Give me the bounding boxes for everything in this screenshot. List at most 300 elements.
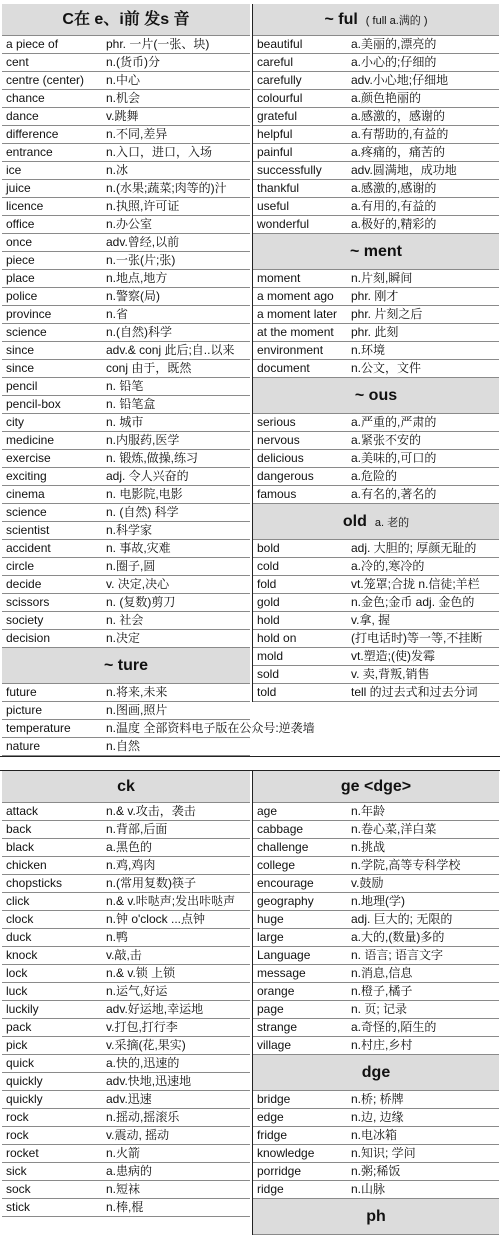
- vocab-word: exciting: [6, 469, 47, 483]
- vocab-meaning: n.中心: [106, 73, 141, 87]
- vocab-meaning: adv.迅速: [106, 1092, 152, 1106]
- vocab-meaning: n.机会: [106, 91, 141, 105]
- vocab-word: carefully: [257, 73, 302, 87]
- vocab-row: [2, 378, 250, 396]
- vocab-word: large: [257, 930, 284, 944]
- vocab-row: [253, 486, 499, 504]
- vocab-meaning: (打电话时)等一等,不挂断: [351, 631, 483, 645]
- vocab-section-2: [0, 770, 500, 1225]
- vocab-word: science: [6, 505, 47, 519]
- vocab-row: [253, 342, 499, 360]
- section-subtitle: ( full a.满的 ): [365, 15, 428, 27]
- vocab-meaning: phr. 刚才: [351, 289, 399, 303]
- vocab-row: [2, 576, 250, 594]
- vocab-meaning: n.电冰箱: [351, 1128, 398, 1142]
- vocab-word: future: [6, 685, 37, 699]
- vocab-word: sick: [6, 1164, 27, 1178]
- vocab-word: quickly: [6, 1074, 43, 1088]
- vocab-row: [2, 396, 250, 414]
- ge-header: [253, 771, 499, 803]
- vocab-word: grateful: [257, 109, 298, 123]
- vocab-word: painful: [257, 145, 293, 159]
- vocab-word: colourful: [257, 91, 303, 105]
- vocab-row: [2, 450, 250, 468]
- vocab-word: Language: [257, 948, 311, 962]
- vocab-meaning: n.& v.攻击，袭击: [106, 804, 196, 818]
- vocab-word: licence: [6, 199, 44, 213]
- vocab-word: wonderful: [257, 217, 310, 231]
- vocab-meaning: phr. 一片(一张、块): [106, 37, 210, 51]
- vocab-row: [253, 1037, 499, 1055]
- vocab-meaning: a.有帮助的,有益的: [351, 127, 449, 141]
- vocab-row: [2, 162, 250, 180]
- vocab-meaning: a.疼痛的，痛苦的: [351, 145, 446, 159]
- section-title: dge: [361, 1064, 391, 1081]
- vocab-word: huge: [257, 912, 284, 926]
- right-column: [252, 4, 499, 702]
- vocab-row: [253, 108, 499, 126]
- vocab-word: challenge: [257, 840, 309, 854]
- vocab-row: [2, 486, 250, 504]
- vocab-row: [2, 504, 250, 522]
- vocab-meaning: n.公文，文件: [351, 361, 422, 375]
- vocab-word: environment: [257, 343, 324, 357]
- vocab-meaning: a.美丽的,漂亮的: [351, 37, 437, 51]
- vocab-meaning: adv.快地,迅速地: [106, 1074, 192, 1088]
- vocab-meaning: n. 社会: [106, 613, 144, 627]
- vocab-word: centre (center): [6, 73, 85, 87]
- vocab-row: [2, 965, 250, 983]
- vocab-row: [2, 803, 250, 821]
- vocab-meaning: n.(水果;蔬菜;肉等的)汁: [106, 181, 227, 195]
- vocab-meaning: v. 卖,背叛,销售: [351, 667, 430, 681]
- vocab-meaning: a.感激的,感谢的: [351, 181, 437, 195]
- vocab-word: document: [257, 361, 310, 375]
- vocab-row: [2, 198, 250, 216]
- vocab-meaning: n. 电影院,电影: [106, 487, 183, 501]
- vocab-row: [2, 252, 250, 270]
- vocab-row: [2, 1091, 250, 1109]
- vocab-row: [2, 1127, 250, 1145]
- vocab-row: [2, 720, 315, 738]
- vocab-meaning: n.背部,后面: [106, 822, 168, 836]
- vocab-row: [2, 612, 250, 630]
- vocab-row: [253, 911, 499, 929]
- vocab-word: cold: [257, 559, 280, 573]
- vocab-meaning: n.摇动,摇滚乐: [106, 1110, 180, 1124]
- vocab-word: moment: [257, 271, 301, 285]
- section-title: ph: [366, 1208, 386, 1225]
- vocab-row: [2, 684, 250, 702]
- vocab-word: age: [257, 804, 278, 818]
- vocab-row: [2, 875, 250, 893]
- vocab-word: fridge: [257, 1128, 288, 1142]
- vocab-row: [2, 108, 250, 126]
- vocab-row: [2, 540, 250, 558]
- vocab-meaning: a.有用的,有益的: [351, 199, 437, 213]
- vocab-row: [2, 180, 250, 198]
- vocab-word: black: [6, 840, 35, 854]
- vocab-meaning: v.拿, 握: [351, 613, 391, 627]
- vocab-meaning: adj. 巨大的; 无限的: [351, 912, 453, 926]
- vocab-meaning: n.年龄: [351, 804, 386, 818]
- section-divider: [0, 756, 500, 771]
- vocab-row: [253, 1109, 499, 1127]
- vocab-meaning: n.桥; 桥牌: [351, 1092, 404, 1106]
- vocab-word: encourage: [257, 876, 314, 890]
- vocab-meaning: n.(货币)分: [106, 55, 161, 69]
- vocab-meaning: n.地理(学): [351, 894, 406, 908]
- vocab-word: pack: [6, 1020, 32, 1034]
- vocab-row: [2, 522, 250, 540]
- vocab-row: [2, 947, 250, 965]
- vocab-meaning: a.大的,(数量)多的: [351, 930, 445, 944]
- vocab-word: quickly: [6, 1092, 43, 1106]
- vocab-meaning: n.办公室: [106, 217, 153, 231]
- section-title: C在 e、i前 发s 音: [62, 11, 190, 28]
- vocab-row: [2, 126, 250, 144]
- vocab-row: [253, 1091, 499, 1109]
- vocab-row: [2, 1055, 250, 1073]
- vocab-word: medicine: [6, 433, 55, 447]
- vocab-word: rock: [6, 1110, 29, 1124]
- vocab-row: [253, 1127, 499, 1145]
- vocab-word: decision: [6, 631, 51, 645]
- vocab-row: [253, 216, 499, 234]
- vocab-row: [2, 738, 250, 756]
- ful-header: [253, 4, 499, 36]
- vocab-meaning: a.美味的,可口的: [351, 451, 437, 465]
- vocab-meaning: tell 的过去式和过去分词: [351, 685, 478, 699]
- vocab-row: [2, 306, 250, 324]
- vocab-row: [2, 144, 250, 162]
- vocab-word: city: [6, 415, 24, 429]
- vocab-meaning: a.有名的,著名的: [351, 487, 437, 501]
- vocab-row: [253, 594, 499, 612]
- vocab-meaning: n.科学家: [106, 523, 153, 537]
- vocab-row: [253, 803, 499, 821]
- ture-header: [2, 648, 250, 684]
- vocab-row: [253, 612, 499, 630]
- vocab-meaning: adv.小心地;仔细地: [351, 73, 449, 87]
- vocab-row: [253, 558, 499, 576]
- vocab-word: rock: [6, 1128, 29, 1142]
- vocab-meaning: n.自然: [106, 739, 141, 753]
- vocab-word: society: [6, 613, 44, 627]
- vocab-meaning: n.图画,照片: [106, 703, 168, 717]
- vocab-word: click: [6, 894, 30, 908]
- vocab-meaning: adj. 令人兴奋的: [106, 469, 189, 483]
- vocab-row: [2, 702, 250, 720]
- vocab-word: lock: [6, 966, 28, 980]
- vocab-row: [2, 432, 250, 450]
- vocab-word: famous: [257, 487, 297, 501]
- vocab-row: [253, 821, 499, 839]
- vocab-word: once: [6, 235, 33, 249]
- vocab-meaning: n.温度 全部资料电子版在公众号:逆袭墙: [106, 721, 315, 735]
- vocab-row: [2, 911, 250, 929]
- vocab-row: [2, 324, 250, 342]
- vocab-row: [253, 983, 499, 1001]
- vocab-row: [253, 270, 499, 288]
- vocab-meaning: n.警察(局): [106, 289, 161, 303]
- vocab-meaning: n.村庄,乡村: [351, 1038, 413, 1052]
- vocab-word: thankful: [257, 181, 300, 195]
- vocab-meaning: n. (自然) 科学: [106, 505, 179, 519]
- vocab-meaning: n.执照,许可证: [106, 199, 180, 213]
- c-soft-s-header: [2, 4, 250, 36]
- vocab-word: cent: [6, 55, 29, 69]
- vocab-row: [2, 1109, 250, 1127]
- vocab-row: [253, 306, 499, 324]
- vocab-meaning: n.金色;金币 adj. 金色的: [351, 595, 475, 609]
- vocab-word: hold: [257, 613, 280, 627]
- vocab-row: [253, 1019, 499, 1037]
- vocab-meaning: adv.曾经,以前: [106, 235, 180, 249]
- vocab-word: scientist: [6, 523, 50, 537]
- vocab-row: [253, 630, 499, 648]
- ck-header: [2, 771, 250, 803]
- vocab-meaning: n. (复数)剪刀: [106, 595, 176, 609]
- vocab-word: ice: [6, 163, 22, 177]
- vocab-row: [253, 198, 499, 216]
- vocab-word: geography: [257, 894, 314, 908]
- vocab-meaning: v.敲,击: [106, 948, 142, 962]
- vocab-meaning: n.消息,信息: [351, 966, 413, 980]
- vocab-word: beautiful: [257, 37, 303, 51]
- vocab-meaning: n.一张(片;张): [106, 253, 176, 267]
- vocab-meaning: adv.好运地,幸运地: [106, 1002, 204, 1016]
- vocab-row: [2, 839, 250, 857]
- vocab-word: luck: [6, 984, 28, 998]
- vocab-word: sold: [257, 667, 280, 681]
- vocab-meaning: n. 锻炼,做操,练习: [106, 451, 199, 465]
- vocab-row: [2, 90, 250, 108]
- vocab-meaning: a.危险的: [351, 469, 398, 483]
- vocab-meaning: n.知识; 学问: [351, 1146, 416, 1160]
- vocab-row: [253, 1163, 499, 1181]
- vocab-meaning: n.棒,棍: [106, 1200, 144, 1214]
- vocab-word: strange: [257, 1020, 298, 1034]
- vocab-row: [253, 1001, 499, 1019]
- vocab-meaning: n.卷心菜,洋白菜: [351, 822, 437, 836]
- vocab-row: [253, 54, 499, 72]
- vocab-row: [2, 1073, 250, 1091]
- vocab-word: place: [6, 271, 35, 285]
- vocab-row: [253, 414, 499, 432]
- vocab-word: a piece of: [6, 37, 59, 51]
- section-title: ~ ment: [349, 243, 402, 260]
- vocab-word: page: [257, 1002, 284, 1016]
- section-title: ge <dge>: [340, 778, 412, 795]
- vocab-meaning: n.钟 o'clock ...点钟: [106, 912, 205, 926]
- vocab-word: since: [6, 343, 35, 357]
- vocab-row: [2, 630, 250, 648]
- vocab-word: piece: [6, 253, 35, 267]
- vocab-meaning: n.决定: [106, 631, 141, 645]
- vocab-meaning: adv.& conj 此后;自..以来: [106, 343, 235, 357]
- vocab-meaning: n.冰: [106, 163, 129, 177]
- vocab-row: [2, 1037, 250, 1055]
- vocab-row: [2, 821, 250, 839]
- vocab-word: useful: [257, 199, 290, 213]
- vocab-row: [2, 72, 250, 90]
- vocab-row: [253, 893, 499, 911]
- vocab-meaning: vt.笼罩;合拢 n.信徒;羊栏: [351, 577, 480, 591]
- vocab-meaning: n.学院,高等专科学校: [351, 858, 461, 872]
- ous-header: [253, 378, 499, 414]
- vocab-word: a moment ago: [257, 289, 334, 303]
- vocab-word: at the moment: [257, 325, 334, 339]
- section-title: ~ ful: [324, 11, 358, 28]
- left-column: [2, 771, 250, 1217]
- vocab-word: hold on: [257, 631, 297, 645]
- vocab-word: mold: [257, 649, 284, 663]
- vocab-row: [253, 126, 499, 144]
- vocab-meaning: n.将来,未来: [106, 685, 168, 699]
- vocab-meaning: a.小心的;仔细的: [351, 55, 437, 69]
- vocab-meaning: a.严重的,严肃的: [351, 415, 437, 429]
- vocab-row: [253, 144, 499, 162]
- vocab-row: [253, 468, 499, 486]
- vocab-row: [253, 360, 499, 378]
- vocab-meaning: a.颜色艳丽的: [351, 91, 422, 105]
- vocab-meaning: n.内服药,医学: [106, 433, 180, 447]
- vocab-meaning: n. 铅笔盒: [106, 397, 156, 411]
- vocab-word: cinema: [6, 487, 45, 501]
- vocab-word: clock: [6, 912, 34, 926]
- vocab-row: [253, 875, 499, 893]
- vocab-meaning: n.粥;稀饭: [351, 1164, 401, 1178]
- vocab-meaning: v.震动, 摇动: [106, 1128, 170, 1142]
- vocab-word: orange: [257, 984, 295, 998]
- vocab-row: [2, 558, 250, 576]
- vocab-word: edge: [257, 1110, 284, 1124]
- vocab-word: accident: [6, 541, 51, 555]
- vocab-word: successfully: [257, 163, 322, 177]
- vocab-meaning: a.奇怪的,陌生的: [351, 1020, 437, 1034]
- vocab-meaning: n.省: [106, 307, 129, 321]
- vocab-word: nervous: [257, 433, 300, 447]
- vocab-meaning: conj 由于，既然: [106, 361, 192, 375]
- vocab-meaning: adj. 大胆的; 厚颜无耻的: [351, 541, 477, 555]
- vocab-meaning: n.& v.锁 上锁: [106, 966, 176, 980]
- vocab-word: message: [257, 966, 306, 980]
- vocab-word: bridge: [257, 1092, 291, 1106]
- vocab-word: ridge: [257, 1182, 284, 1196]
- vocab-meaning: n.鸭: [106, 930, 129, 944]
- vocab-row: [253, 839, 499, 857]
- ment-header: [253, 234, 499, 270]
- vocab-word: decide: [6, 577, 42, 591]
- vocab-row: [253, 666, 499, 684]
- vocab-row: [2, 54, 250, 72]
- vocab-meaning: a.患病的: [106, 1164, 153, 1178]
- vocab-word: circle: [6, 559, 35, 573]
- vocab-row: [2, 360, 250, 378]
- vocab-word: pencil-box: [6, 397, 61, 411]
- vocab-meaning: n.边, 边缘: [351, 1110, 404, 1124]
- right-column: [252, 771, 499, 1235]
- vocab-word: gold: [257, 595, 280, 609]
- vocab-row: [253, 36, 499, 54]
- vocab-word: cabbage: [257, 822, 304, 836]
- vocab-meaning: adv.圆满地，成功地: [351, 163, 457, 177]
- vocab-word: knock: [6, 948, 38, 962]
- vocab-meaning: a.极好的,精彩的: [351, 217, 437, 231]
- vocab-meaning: n.山脉: [351, 1182, 386, 1196]
- vocab-word: back: [6, 822, 32, 836]
- vocab-row: [253, 965, 499, 983]
- vocab-word: delicious: [257, 451, 304, 465]
- vocab-meaning: n.入口，进口，入场: [106, 145, 213, 159]
- vocab-meaning: n. 事故,灾难: [106, 541, 171, 555]
- vocab-word: chicken: [6, 858, 47, 872]
- vocab-word: province: [6, 307, 52, 321]
- vocab-row: [2, 234, 250, 252]
- vocab-row: [2, 1181, 250, 1199]
- vocab-meaning: n. 页; 记录: [351, 1002, 408, 1016]
- vocab-word: bold: [257, 541, 280, 555]
- vocab-word: science: [6, 325, 47, 339]
- vocab-word: college: [257, 858, 296, 872]
- vocab-word: since: [6, 361, 35, 375]
- section-title: ~ ous: [354, 387, 398, 404]
- vocab-word: pencil: [6, 379, 38, 393]
- vocab-row: [2, 594, 250, 612]
- vocab-meaning: phr. 片刻之后: [351, 307, 423, 321]
- vocab-word: serious: [257, 415, 296, 429]
- vocab-word: exercise: [6, 451, 51, 465]
- vocab-row: [253, 450, 499, 468]
- vocab-word: picture: [6, 703, 43, 717]
- vocab-word: fold: [257, 577, 277, 591]
- vocab-meaning: v.打包,打行李: [106, 1020, 178, 1034]
- vocab-meaning: v.跳舞: [106, 109, 139, 123]
- vocab-row: [253, 1145, 499, 1163]
- vocab-row: [253, 180, 499, 198]
- vocab-meaning: a.快的,迅速的: [106, 1056, 180, 1070]
- vocab-meaning: n.地点,地方: [106, 271, 168, 285]
- vocab-row: [253, 432, 499, 450]
- vocab-word: stick: [6, 1200, 30, 1214]
- vocab-word: careful: [257, 55, 294, 69]
- vocab-row: [2, 983, 250, 1001]
- vocab-section-1: [0, 4, 500, 756]
- vocab-word: rocket: [6, 1146, 39, 1160]
- vocab-word: luckily: [6, 1002, 39, 1016]
- vocab-word: told: [257, 685, 277, 699]
- vocab-row: [253, 576, 499, 594]
- vocab-row: [2, 414, 250, 432]
- section-subtitle: a. 老的: [374, 517, 410, 529]
- vocab-row: [2, 1199, 250, 1217]
- vocab-word: scissors: [6, 595, 50, 609]
- vocab-word: porridge: [257, 1164, 302, 1178]
- vocab-meaning: n.(自然)科学: [106, 325, 173, 339]
- vocab-meaning: n.运气,好运: [106, 984, 168, 998]
- vocab-meaning: n.火箭: [106, 1146, 141, 1160]
- vocab-word: dance: [6, 109, 39, 123]
- vocab-row: [253, 684, 499, 702]
- vocab-row: [2, 929, 250, 947]
- vocab-word: knowledge: [257, 1146, 315, 1160]
- vocab-row: [2, 1145, 250, 1163]
- vocab-row: [2, 216, 250, 234]
- vocab-row: [2, 288, 250, 306]
- vocab-word: juice: [6, 181, 31, 195]
- vocab-row: [2, 857, 250, 875]
